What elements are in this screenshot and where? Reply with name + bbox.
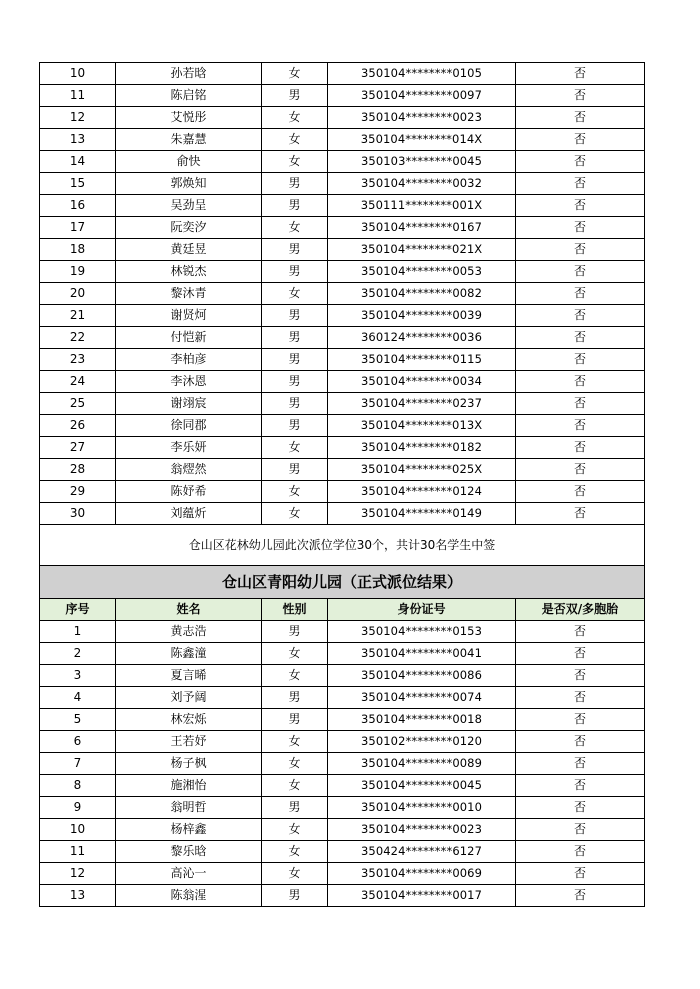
cell-index: 7 (40, 753, 116, 775)
table-row (40, 621, 645, 643)
table-row (40, 173, 645, 195)
cell-gender: 男 (262, 885, 328, 907)
cell-id-number: 350104********0017 (328, 885, 516, 907)
table-row (40, 63, 645, 85)
cell-name: 俞快 (116, 151, 262, 173)
cell-id-number: 350104********0018 (328, 709, 516, 731)
cell-gender: 女 (262, 481, 328, 503)
cell-id-number: 350104********0045 (328, 775, 516, 797)
cell-id-number: 350104********014X (328, 129, 516, 151)
cell-gender: 女 (262, 863, 328, 885)
cell-twins: 否 (516, 239, 645, 261)
column-header-row (40, 599, 645, 621)
cell-id-number: 350104********0182 (328, 437, 516, 459)
cell-index: 12 (40, 863, 116, 885)
cell-name: 谢翊宸 (116, 393, 262, 415)
table-row (40, 643, 645, 665)
cell-id-number: 350111********001X (328, 195, 516, 217)
cell-index: 28 (40, 459, 116, 481)
cell-gender: 男 (262, 195, 328, 217)
cell-name: 孙若晗 (116, 63, 262, 85)
cell-name: 艾悦彤 (116, 107, 262, 129)
cell-id-number: 350104********025X (328, 459, 516, 481)
cell-id-number: 350102********0120 (328, 731, 516, 753)
cell-gender: 男 (262, 415, 328, 437)
cell-twins: 否 (516, 85, 645, 107)
table-row (40, 665, 645, 687)
cell-twins: 否 (516, 775, 645, 797)
cell-gender: 男 (262, 687, 328, 709)
section-title-row (40, 566, 645, 599)
header-twins: 是否双/多胞胎 (516, 599, 645, 621)
cell-gender: 女 (262, 753, 328, 775)
cell-id-number: 350104********0097 (328, 85, 516, 107)
cell-name: 阮奕汐 (116, 217, 262, 239)
cell-twins: 否 (516, 885, 645, 907)
cell-twins: 否 (516, 349, 645, 371)
cell-index: 11 (40, 85, 116, 107)
cell-twins: 否 (516, 107, 645, 129)
cell-twins: 否 (516, 393, 645, 415)
table-row (40, 481, 645, 503)
cell-id-number: 350104********0086 (328, 665, 516, 687)
table-row (40, 129, 645, 151)
cell-gender: 女 (262, 437, 328, 459)
cell-index: 10 (40, 819, 116, 841)
cell-name: 杨子枫 (116, 753, 262, 775)
cell-id-number: 350104********021X (328, 239, 516, 261)
cell-name: 李柏彦 (116, 349, 262, 371)
cell-gender: 男 (262, 709, 328, 731)
cell-name: 谢贤炣 (116, 305, 262, 327)
cell-gender: 男 (262, 371, 328, 393)
cell-twins: 否 (516, 665, 645, 687)
table-row (40, 195, 645, 217)
section2-header (40, 566, 645, 621)
cell-index: 5 (40, 709, 116, 731)
cell-gender: 女 (262, 151, 328, 173)
cell-id-number: 350104********0115 (328, 349, 516, 371)
cell-id-number: 350104********0041 (328, 643, 516, 665)
cell-twins: 否 (516, 797, 645, 819)
cell-index: 9 (40, 797, 116, 819)
cell-gender: 女 (262, 217, 328, 239)
table-row (40, 459, 645, 481)
cell-name: 黄志浩 (116, 621, 262, 643)
cell-index: 12 (40, 107, 116, 129)
cell-index: 10 (40, 63, 116, 85)
cell-index: 13 (40, 885, 116, 907)
cell-gender: 男 (262, 621, 328, 643)
cell-name: 林锐杰 (116, 261, 262, 283)
summary-text: 仓山区花林幼儿园此次派位学位30个，共计30名学生中签 (40, 525, 645, 566)
cell-index: 17 (40, 217, 116, 239)
cell-gender: 男 (262, 239, 328, 261)
cell-name: 刘蕴炘 (116, 503, 262, 525)
cell-gender: 女 (262, 665, 328, 687)
cell-twins: 否 (516, 863, 645, 885)
summary-row (40, 525, 645, 566)
table-row (40, 239, 645, 261)
cell-twins: 否 (516, 437, 645, 459)
cell-index: 27 (40, 437, 116, 459)
cell-twins: 否 (516, 129, 645, 151)
table-row (40, 687, 645, 709)
table-row (40, 371, 645, 393)
cell-twins: 否 (516, 459, 645, 481)
cell-id-number: 350424********6127 (328, 841, 516, 863)
cell-gender: 男 (262, 305, 328, 327)
cell-name: 陈鑫潼 (116, 643, 262, 665)
cell-id-number: 350104********0023 (328, 819, 516, 841)
cell-twins: 否 (516, 643, 645, 665)
cell-name: 陈翁湦 (116, 885, 262, 907)
section1-summary (40, 525, 645, 566)
cell-name: 吴劲呈 (116, 195, 262, 217)
table-row (40, 885, 645, 907)
cell-name: 翁明哲 (116, 797, 262, 819)
cell-gender: 男 (262, 261, 328, 283)
cell-index: 8 (40, 775, 116, 797)
cell-name: 李乐妍 (116, 437, 262, 459)
table-row (40, 841, 645, 863)
cell-twins: 否 (516, 709, 645, 731)
cell-index: 4 (40, 687, 116, 709)
cell-twins: 否 (516, 217, 645, 239)
header-gender: 性别 (262, 599, 328, 621)
table-row (40, 415, 645, 437)
cell-id-number: 350104********0082 (328, 283, 516, 305)
cell-index: 1 (40, 621, 116, 643)
table-row (40, 797, 645, 819)
cell-twins: 否 (516, 731, 645, 753)
cell-index: 14 (40, 151, 116, 173)
cell-name: 王若妤 (116, 731, 262, 753)
cell-twins: 否 (516, 151, 645, 173)
cell-gender: 女 (262, 283, 328, 305)
cell-id-number: 350104********0153 (328, 621, 516, 643)
cell-name: 刘予阔 (116, 687, 262, 709)
cell-name: 朱嘉慧 (116, 129, 262, 151)
cell-index: 25 (40, 393, 116, 415)
table-row (40, 437, 645, 459)
cell-id-number: 350104********0034 (328, 371, 516, 393)
cell-twins: 否 (516, 305, 645, 327)
cell-id-number: 350104********0069 (328, 863, 516, 885)
cell-name: 徐同郡 (116, 415, 262, 437)
cell-index: 2 (40, 643, 116, 665)
cell-index: 19 (40, 261, 116, 283)
cell-index: 13 (40, 129, 116, 151)
cell-name: 杨梓鑫 (116, 819, 262, 841)
cell-twins: 否 (516, 687, 645, 709)
table-row (40, 819, 645, 841)
cell-index: 16 (40, 195, 116, 217)
cell-gender: 男 (262, 327, 328, 349)
cell-name: 高沁一 (116, 863, 262, 885)
cell-index: 3 (40, 665, 116, 687)
cell-index: 30 (40, 503, 116, 525)
table-row (40, 753, 645, 775)
table-row (40, 393, 645, 415)
cell-name: 施湘怡 (116, 775, 262, 797)
cell-index: 22 (40, 327, 116, 349)
cell-twins: 否 (516, 261, 645, 283)
cell-twins: 否 (516, 481, 645, 503)
cell-index: 11 (40, 841, 116, 863)
cell-gender: 男 (262, 85, 328, 107)
cell-twins: 否 (516, 371, 645, 393)
table-row (40, 107, 645, 129)
cell-index: 15 (40, 173, 116, 195)
cell-name: 李沐恩 (116, 371, 262, 393)
enrollment-table (39, 62, 645, 907)
cell-gender: 男 (262, 797, 328, 819)
cell-id-number: 350104********0053 (328, 261, 516, 283)
header-id-number: 身份证号 (328, 599, 516, 621)
cell-gender: 女 (262, 841, 328, 863)
table-row (40, 217, 645, 239)
cell-name: 黄廷昱 (116, 239, 262, 261)
cell-index: 29 (40, 481, 116, 503)
cell-name: 郭焕知 (116, 173, 262, 195)
cell-name: 夏言晞 (116, 665, 262, 687)
table-row (40, 863, 645, 885)
cell-id-number: 350104********0124 (328, 481, 516, 503)
cell-twins: 否 (516, 173, 645, 195)
cell-index: 24 (40, 371, 116, 393)
cell-name: 黎沐青 (116, 283, 262, 305)
header-index: 序号 (40, 599, 116, 621)
cell-id-number: 350104********0023 (328, 107, 516, 129)
table-row (40, 261, 645, 283)
table-row (40, 85, 645, 107)
cell-gender: 女 (262, 643, 328, 665)
table-row (40, 283, 645, 305)
cell-name: 付恺新 (116, 327, 262, 349)
cell-gender: 女 (262, 63, 328, 85)
cell-twins: 否 (516, 327, 645, 349)
cell-name: 陈启铭 (116, 85, 262, 107)
cell-twins: 否 (516, 415, 645, 437)
table-row (40, 709, 645, 731)
table-row (40, 305, 645, 327)
cell-id-number: 350104********0010 (328, 797, 516, 819)
table-row (40, 349, 645, 371)
cell-id-number: 350104********0074 (328, 687, 516, 709)
cell-id-number: 350104********0032 (328, 173, 516, 195)
section1-rows (40, 63, 645, 525)
cell-index: 23 (40, 349, 116, 371)
cell-gender: 女 (262, 775, 328, 797)
cell-twins: 否 (516, 841, 645, 863)
section2-rows (40, 621, 645, 907)
cell-name: 翁熤然 (116, 459, 262, 481)
cell-index: 26 (40, 415, 116, 437)
cell-index: 20 (40, 283, 116, 305)
cell-twins: 否 (516, 819, 645, 841)
cell-id-number: 350104********0089 (328, 753, 516, 775)
cell-id-number: 350104********0039 (328, 305, 516, 327)
cell-gender: 女 (262, 129, 328, 151)
cell-gender: 女 (262, 819, 328, 841)
table-row (40, 775, 645, 797)
cell-gender: 男 (262, 459, 328, 481)
cell-gender: 男 (262, 349, 328, 371)
cell-id-number: 350103********0045 (328, 151, 516, 173)
cell-gender: 女 (262, 107, 328, 129)
cell-twins: 否 (516, 503, 645, 525)
cell-index: 21 (40, 305, 116, 327)
cell-id-number: 350104********0105 (328, 63, 516, 85)
cell-index: 6 (40, 731, 116, 753)
cell-id-number: 360124********0036 (328, 327, 516, 349)
cell-name: 林宏烁 (116, 709, 262, 731)
cell-gender: 男 (262, 173, 328, 195)
table-row (40, 503, 645, 525)
cell-id-number: 350104********0167 (328, 217, 516, 239)
cell-twins: 否 (516, 753, 645, 775)
cell-twins: 否 (516, 63, 645, 85)
cell-id-number: 350104********0237 (328, 393, 516, 415)
table-row (40, 151, 645, 173)
table-row (40, 327, 645, 349)
cell-twins: 否 (516, 195, 645, 217)
section-title: 仓山区青阳幼儿园（正式派位结果） (40, 566, 645, 599)
cell-name: 黎乐晗 (116, 841, 262, 863)
cell-twins: 否 (516, 621, 645, 643)
cell-twins: 否 (516, 283, 645, 305)
cell-gender: 女 (262, 731, 328, 753)
cell-gender: 男 (262, 393, 328, 415)
table-row (40, 731, 645, 753)
cell-gender: 女 (262, 503, 328, 525)
cell-index: 18 (40, 239, 116, 261)
cell-name: 陈妤希 (116, 481, 262, 503)
cell-id-number: 350104********0149 (328, 503, 516, 525)
header-name: 姓名 (116, 599, 262, 621)
cell-id-number: 350104********013X (328, 415, 516, 437)
